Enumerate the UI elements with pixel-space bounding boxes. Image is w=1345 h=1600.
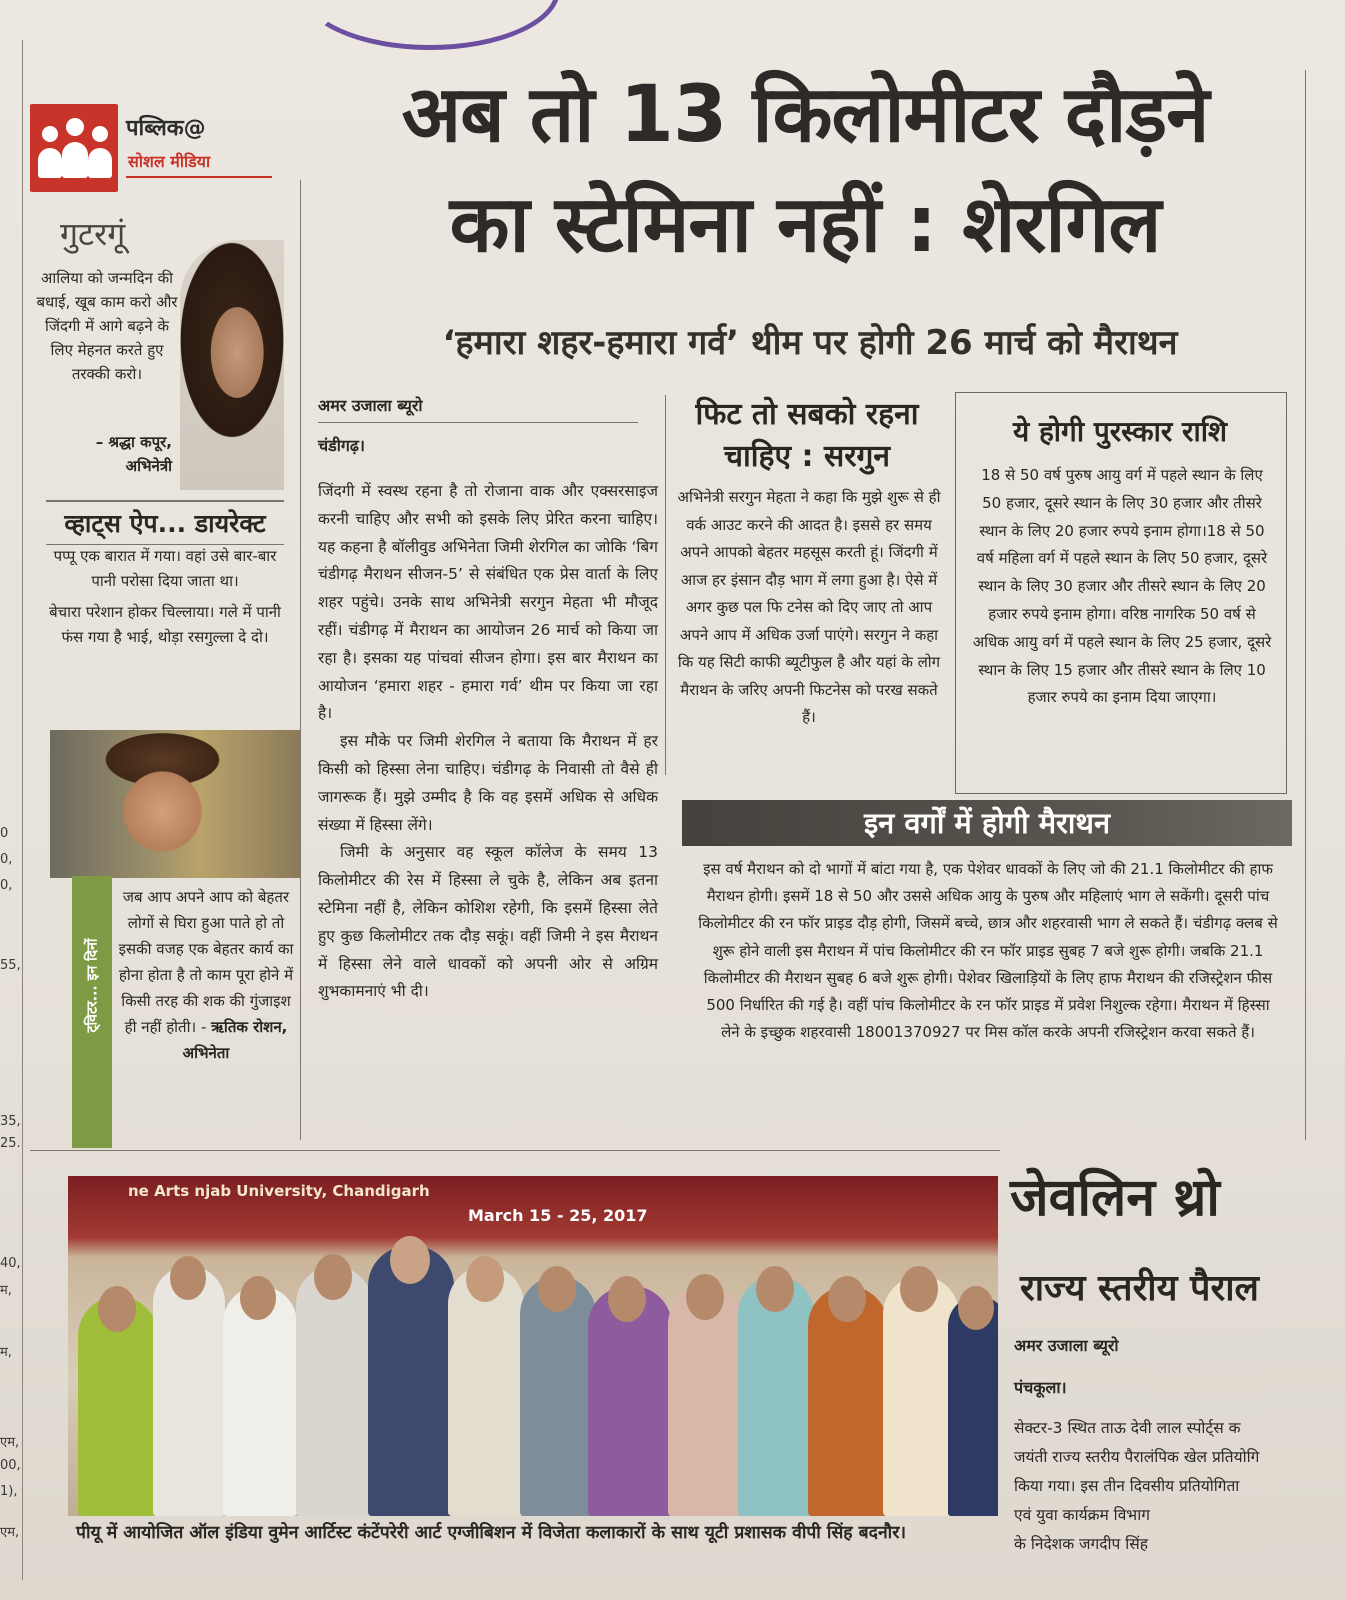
javelin-title: जेवलिन थ्रो (1010, 1168, 1220, 1228)
left-cut-column (0, 40, 23, 1580)
javelin-line: किया गया। इस तीन दिवसीय प्रतियोगिता (1014, 1477, 1240, 1495)
group-photo-exhibition (68, 1176, 998, 1516)
person-head (686, 1274, 724, 1320)
prize-body: 18 से 50 वर्ष पुरुष आयु वर्ग में पहले स्थान के लिए 50 हजार, दूसरे स्थान के लिए 30 हजार और तीसरे स्थान के लिए 20 हजार रुपये इनाम होगा।18 से 50 वर्ष महिला वर्ग में पहले स्थान के लिए 50 हजार, दूसरे स्थान के लिए 30 हजार और तीसरे स्थान के लिए 20 हजार रुपये इनाम होगा। वरिष्ठ नागरिक 50 वर्ष से अधिक आयु वर्ग में पहले स्थान के लिए 25 हजार, दूसरे स्थान के लिए 15 हजार और तीसरे स्थान के लिए 10 हजार रुपये का इनाम दिया जाएगा। (972, 466, 1272, 707)
javelin-article (1000, 1150, 1345, 1600)
quote-hrithik (118, 884, 294, 1066)
edge-number: 1), (0, 1484, 18, 1499)
headline-line: अब तो 13 किलोमीटर दौड़ने (401, 70, 1209, 160)
dateline: चंडीगढ़। (318, 436, 365, 455)
quote-author-shraddha: – श्रद्धा कपूर, अभिनेत्री (95, 433, 172, 475)
edge-number: एम, (0, 1435, 20, 1450)
logo-subtitle: सोशल मीडिया (128, 152, 211, 171)
edge-number: 35, (0, 1114, 21, 1129)
photo-hrithik-roshan (50, 730, 300, 878)
categories-body: इस वर्ष मैराथन को दो भागों में बांटा गया है, एक पेशेवर धावकों के लिए जो की 21.1 किलोमीटर की हाफ मैराथन होगी। इसमें 18 से 50 और उससे अधिक आयु के पुरुष और महिलाएं भाग ले सकेंगी। दूसरी पांच किलोमीटर की रन फॉर प्राइड दौड़ होगी, जिसमें बच्चे, छात्र और शहरवासी भाग ले सकते हैं। चंडीगढ़ क्लब से शुरू होने वाली इस मैराथन में पांच किलोमीटर की रन फॉर प्राइड सुबह 7 बजे शुरू होगी। जबकि 21.1 किलोमीटर की मैराथन सुबह 6 बजे शुरू होगी। पेशेवर खिलाड़ियों के लिए हाफ मैराथन की रजिस्ट्रेशन फीस 500 निर्धारित की गई है। वहीं पांच किलोमीटर के रन फॉर प्राइड में प्रवेश निशुल्क रहेगा। मैराथन में हिस्सा लेने के इच्छुक शहरवासी 18001370927 पर मिस कॉल करके अपनी रजिस्ट्रेशन करवा सकते हैं। (698, 860, 1278, 1042)
twitter-label: ट्विटर... इन दिनों (84, 938, 101, 1033)
section-title-guturgu: गुटरगूं (60, 215, 126, 253)
person-figure (223, 1286, 297, 1516)
edge-number: एम, (0, 1525, 20, 1540)
logo-title: पब्लिक@ (126, 116, 206, 141)
javelin-line: जयंती राज्य स्तरीय पैरालंपिक खेल प्रतियोगि (1014, 1448, 1260, 1466)
javelin-body (1014, 1414, 1259, 1559)
edge-number: म, (0, 1283, 12, 1298)
section-rule (30, 1150, 1000, 1151)
byline: अमर उजाला ब्यूरो (318, 394, 638, 423)
fit-box-title: फिट तो सबको रहना चाहिए : सरगुन (695, 397, 919, 474)
edge-number: म, (0, 1345, 12, 1360)
photo-shraddha-kapoor (180, 240, 284, 490)
javelin-line: के निदेशक जगदीप सिंह (1014, 1535, 1148, 1553)
person-head (900, 1266, 938, 1312)
public-social-media-logo (30, 104, 118, 192)
headline-line: का स्टेमिना नहीं : शेरगिल (449, 180, 1161, 270)
whatsapp-joke (46, 544, 284, 650)
javelin-line: सेक्टर-3 स्थित ताऊ देवी लाल स्पोर्ट्स क (1014, 1419, 1241, 1437)
person-figure (738, 1276, 814, 1516)
edge-number: 0, (0, 878, 13, 893)
column-rule (1305, 70, 1306, 1140)
logo-underline (126, 176, 272, 178)
person-head (240, 1276, 276, 1320)
edge-number: 0 (0, 826, 9, 841)
photo-banner-date: March 15 - 25, 2017 (468, 1206, 648, 1225)
person-head (314, 1254, 352, 1300)
javelin-dateline: पंचकूला। (1014, 1378, 1067, 1397)
quote-shraddha: आलिया को जन्मदिन की बधाई, खूब काम करो और जिंदगी में आगे बढ़ने के लिए मेहनत करते हुए तरक्की करो। (36, 269, 178, 383)
person-head (538, 1266, 576, 1312)
edge-number: 55, (0, 958, 21, 973)
person-head (390, 1236, 430, 1284)
person-head (756, 1266, 794, 1312)
categories-banner: इन वर्गों में होगी मैराथन (682, 800, 1292, 846)
person-figure (153, 1266, 225, 1516)
person-head (466, 1256, 504, 1302)
twitter-label-bar (72, 876, 112, 1148)
fit-box-body: अभिनेत्री सरगुन मेहता ने कहा कि मुझे शुरू से ही वर्क आउट करने की आदत है। इससे हर समय अपने आपको बेहतर महसूस करती हूं। जिंदगी में आज हर इंसान दौड़ भाग में लगा हुआ है। ऐसे में अगर कुछ पल फि टनेस को दिए जाए तो आप अपने आप में अधिक उर्जा पाएंगे। सरगुन ने कहा कि यह सिटी काफी ब्यूटीफुल है और यहां के लोग मैराथन के जरिए अपनी फिटनेस को परख सकते हैं। (677, 488, 941, 726)
person-figure (296, 1266, 372, 1516)
person-figure (448, 1266, 524, 1516)
article-body (318, 478, 658, 1006)
person-head (170, 1256, 206, 1300)
edge-number: 40, (0, 1256, 21, 1271)
column-rule (665, 395, 666, 775)
quote-text: जब आप अपने आप को बेहतर लोगों से घिरा हुआ पाते हो तो इसकी वजह एक बेहतर कार्य का होना होता है तो काम पूरा होने में किसी तरह की शक की गुंजाइश ही नहीं होती। - (118, 888, 294, 1036)
edge-number: 00, (0, 1458, 21, 1473)
edge-number: 25. (0, 1136, 21, 1151)
column-rule (300, 180, 301, 1140)
javelin-line: एवं युवा कार्यक्रम विभाग (1014, 1506, 1150, 1524)
person-figure (668, 1286, 744, 1516)
main-headline (305, 60, 1305, 280)
photo-banner-text: ne Arts njab University, Chandigarh (128, 1182, 430, 1200)
photo-caption: पीयू में आयोजित ऑल इंडिया वुमेन आर्टिस्ट कंटेंपरेरी आर्ट एग्जीबिशन में विजेता कलाकारों के साथ यूटी प्रशासक वीपी सिंह बदनौर। (76, 1523, 907, 1543)
prize-title: ये होगी पुरस्कार राशि (1012, 415, 1228, 448)
joke-paragraph: बेचारा परेशान होकर चिल्लाया। गले में पानी फंस गया है भाई, थोड़ा रसगुल्ला दे दो। (49, 603, 281, 646)
person-figure (368, 1246, 454, 1516)
edge-number: 0, (0, 852, 13, 867)
quote-author-hrithik: ऋतिक रोशन, अभिनेता (182, 1018, 288, 1062)
whatsapp-direct-title: व्हाट्स ऐप... डायरेक्ट (46, 500, 284, 545)
sub-headline: ‘हमारा शहर-हमारा गर्व’ थीम पर होगी 26 मार्च को मैराथन (442, 323, 1178, 363)
article-paragraph: जिंदगी में स्वस्थ रहना है तो रोजाना वाक और एक्सरसाइज करनी चाहिए और सभी को इसके लिए प्रेरित करना चाहिए। यह कहना है बॉलीवुड अभिनेता जिमी शेरगिल का जोकि ‘बिग चंडीगढ़ मैराथन सीजन-5’ से संबंधित एक प्रेस वार्ता के लिए शहर पहुंचे। उनके साथ अभिनेत्री सरगुन मेहता भी मौजूद रहीं। चंडीगढ़ में मैराथन का आयोजन 26 मार्च को किया जा रहा है। इसका यह पांचवां सीजन होगा। इस बार मैराथन का आयोजन ‘हमारा शहर - हमारा गर्व’ थीम पर किया जा रहा है। (318, 482, 658, 723)
person-head (958, 1286, 994, 1330)
person-head (98, 1286, 136, 1332)
javelin-subtitle: राज्य स्तरीय पैराल (1020, 1268, 1259, 1309)
article-paragraph: जिमी के अनुसार वह स्कूल कॉलेज के समय 13 किलोमीटर की रेस में हिस्सा ले चुके है, लेकिन अब इतना स्टेमिना नहीं है, लेकिन कोशिश रहेगी, कि इसमें हिस्सा लेते हुए कुछ किलोमीटर तक दौड़ सकूं। वहीं जिमी ने इस मैराथन में हिस्सा लेने वाले धावकों को अपनी ओर से अग्रिम शुभकामनाएं भी दी। (318, 843, 658, 1001)
javelin-byline: अमर उजाला ब्यूरो (1014, 1336, 1119, 1355)
article-paragraph: इस मौके पर जिमी शेरगिल ने बताया कि मैराथन में हर किसी को हिस्सा लेना चाहिए। चंडीगढ़ के निवासी तो वैसे ही जागरूक हैं। मुझे उम्मीद है कि वह इसमें अधिक से अधिक संख्या में हिस्सा लेंगे। (318, 732, 658, 834)
person-head (828, 1276, 866, 1322)
person-head (608, 1276, 646, 1322)
joke-paragraph: पप्पू एक बारात में गया। वहां उसे बार-बार पानी परोसा दिया जाता था। (53, 547, 277, 590)
person-figure (520, 1276, 596, 1516)
